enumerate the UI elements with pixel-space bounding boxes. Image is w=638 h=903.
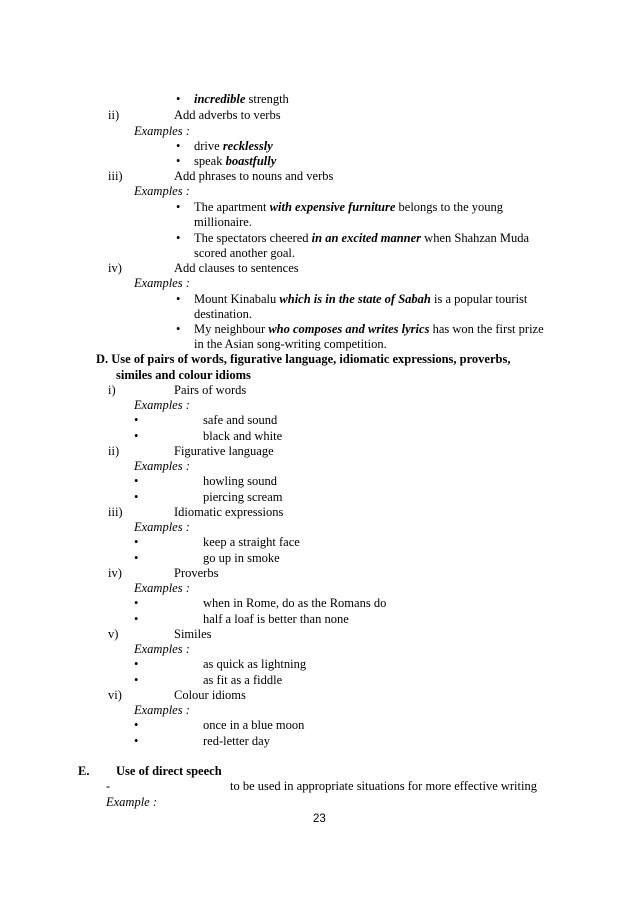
bullet-icon: •: [176, 322, 181, 336]
examples-label: Examples :: [134, 703, 190, 717]
examples-label: Examples :: [134, 184, 190, 198]
examples-label: Examples :: [134, 398, 190, 412]
item-heading: Pairs of words: [174, 383, 247, 397]
bullet-icon: •: [134, 413, 139, 427]
list-item: speak boastfully: [194, 154, 277, 168]
bullet-icon: •: [134, 734, 139, 748]
list-item: The spectators cheered in an excited manner when Shahzan Muda: [194, 231, 530, 245]
bullet-icon: •: [134, 535, 139, 549]
dash-marker: -: [106, 779, 111, 793]
list-item: as fit as a fiddle: [203, 673, 283, 687]
list-item: black and white: [203, 429, 283, 443]
list-item: red-letter day: [203, 734, 270, 748]
item-number: iv): [108, 261, 122, 275]
list-item-continuation: scored another goal.: [194, 246, 296, 260]
list-item: once in a blue moon: [203, 718, 305, 732]
list-item: go up in smoke: [203, 551, 280, 565]
item-heading: Similes: [174, 627, 212, 641]
item-number: iii): [108, 169, 123, 183]
bullet-icon: •: [134, 673, 139, 687]
bullet-icon: •: [134, 596, 139, 610]
list-item: keep a straight face: [203, 535, 300, 549]
item-number: ii): [108, 108, 120, 122]
section-e-heading: Use of direct speech: [116, 764, 222, 778]
bullet-icon: •: [134, 657, 139, 671]
item-number: iii): [108, 505, 123, 519]
list-item-continuation: in the Asian song-writing competition.: [194, 337, 387, 351]
list-item: My neighbour who composes and writes lyrics has won the first prize: [194, 322, 544, 336]
examples-label: Examples :: [134, 276, 190, 290]
list-item-continuation: millionaire.: [194, 215, 252, 229]
example-label: Example :: [106, 795, 158, 809]
list-item: half a loaf is better than none: [203, 612, 349, 626]
page-number: 23: [313, 813, 326, 825]
bullet-icon: •: [134, 718, 139, 732]
item-number: ii): [108, 444, 120, 458]
bullet-icon: •: [176, 139, 181, 153]
section-e-letter: E.: [78, 764, 90, 778]
bullet-icon: •: [134, 474, 139, 488]
examples-label: Examples :: [134, 520, 190, 534]
item-heading: Add phrases to nouns and verbs: [174, 169, 334, 183]
bullet-icon: •: [176, 200, 181, 214]
examples-label: Examples :: [134, 581, 190, 595]
bullet-icon: •: [134, 551, 139, 565]
list-item: as quick as lightning: [203, 657, 307, 671]
list-item: safe and sound: [203, 413, 278, 427]
item-heading: Add adverbs to verbs: [174, 108, 281, 122]
bullet-icon: •: [134, 429, 139, 443]
list-item: incredible strength: [194, 92, 289, 106]
bullet-icon: •: [176, 231, 181, 245]
list-item: when in Rome, do as the Romans do: [203, 596, 387, 610]
examples-label: Examples :: [134, 642, 190, 656]
item-number: iv): [108, 566, 122, 580]
item-number: i): [108, 383, 116, 397]
bullet-icon: •: [176, 154, 181, 168]
item-heading: Idiomatic expressions: [174, 505, 284, 519]
bullet-icon: •: [134, 490, 139, 504]
item-heading: Figurative language: [174, 444, 274, 458]
list-item-continuation: destination.: [194, 307, 252, 321]
list-item: drive recklessly: [194, 139, 273, 153]
bullet-icon: •: [176, 292, 181, 306]
section-d-heading: D. Use of pairs of words, figurative language, idiomatic expressions, proverbs,: [96, 352, 511, 366]
examples-label: Examples :: [134, 124, 190, 138]
list-item: Mount Kinabalu which is in the state of Sabah is a popular tourist: [194, 292, 528, 306]
list-item: howling sound: [203, 474, 277, 488]
item-heading: Colour idioms: [174, 688, 246, 702]
bullet-icon: •: [134, 612, 139, 626]
list-item: The apartment with expensive furniture belongs to the young: [194, 200, 504, 214]
item-heading: Proverbs: [174, 566, 219, 580]
list-item: piercing scream: [203, 490, 283, 504]
item-number: v): [108, 627, 119, 641]
section-d-heading-cont: similes and colour idioms: [116, 368, 251, 382]
examples-label: Examples :: [134, 459, 190, 473]
section-e-description: to be used in appropriate situations for more effective writing: [230, 779, 537, 793]
item-number: vi): [108, 688, 122, 702]
bullet-icon: •: [176, 92, 181, 106]
item-heading: Add clauses to sentences: [174, 261, 299, 275]
